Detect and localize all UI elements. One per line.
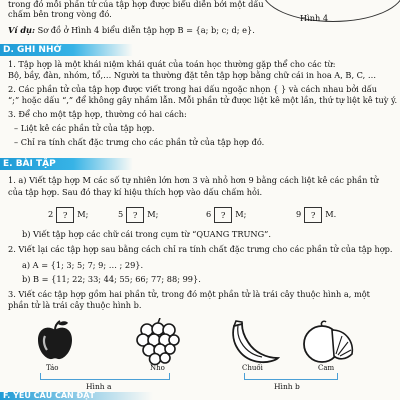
figure-caption: Hình 4 xyxy=(300,13,329,23)
note-1b: Bộ, bầy, đàn, nhóm, tổ,… Người ta thường đặt tên tập hợp bằng chữ cái in hoa A, B, C, … xyxy=(8,70,377,80)
box-set: M; xyxy=(147,209,159,219)
grapes-label: Nho xyxy=(150,364,165,372)
intro-line-1: trong đó mỗi phần tử của tập hợp được biểu diễn bởi một dấu xyxy=(8,0,264,9)
note-1: 1. Tập hợp là một khái niệm khái quát của toán học thường gặp thể cho các từ: xyxy=(8,59,336,69)
membership-box-2 xyxy=(118,207,158,223)
membership-box-3 xyxy=(206,207,246,223)
note-3: 3. Để cho một tập hợp, thường có hai cách: xyxy=(8,109,187,119)
box-number: 5 xyxy=(118,209,124,219)
example-line xyxy=(8,26,255,36)
group-b-bracket xyxy=(244,373,338,380)
answer-box[interactable]: ? xyxy=(56,207,74,223)
box-set: M. xyxy=(325,209,337,219)
membership-box-1 xyxy=(48,207,88,223)
box-number: 6 xyxy=(206,209,212,219)
answer-box[interactable]: ? xyxy=(304,207,322,223)
exercise-2: 2. Viết lại các tập hợp sau bằng cách chỉ ra tính chất đặc trưng cho các phần tử của tập hợp. xyxy=(8,244,393,254)
box-number: 2 xyxy=(48,209,54,219)
example-label: Ví dụ: xyxy=(8,25,36,35)
note-2b: “;” hoặc dấu “,” để không gây nhầm lẫn. Mỗi phần tử được liệt kê một lần, thứ tự liệt kê tuỳ ý. xyxy=(8,95,398,105)
answer-box[interactable]: ? xyxy=(126,207,144,223)
exercise-3: 3. Viết các tập hợp gồm hai phần tử, trong đó một phần tử là trái cây thuộc hình a, một xyxy=(8,289,370,299)
apple-label: Táo xyxy=(46,364,59,372)
group-b-label: Hình b xyxy=(274,382,300,391)
banana-label: Chuối xyxy=(242,364,263,372)
venn-ellipse xyxy=(262,0,400,22)
note-3b: – Chỉ ra tính chất đặc trưng cho các phần tử của tập hợp đó. xyxy=(14,137,265,147)
banana-icon xyxy=(228,318,280,366)
exercise-1a: 1. a) Viết tập hợp M các số tự nhiên lớn hơn 3 và nhỏ hơn 9 bằng cách liệt kê các phần tử xyxy=(8,175,379,185)
exercise-2a: a) A = {1; 3; 5; 7; 9; … ; 29}. xyxy=(22,260,144,270)
exercise-3b: phần tử là trái cây thuộc hình b. xyxy=(8,300,142,310)
orange-icon xyxy=(302,320,356,366)
example-text: Sơ đồ ở Hình 4 biểu diễn tập hợp B = {a; b; c; d; e}. xyxy=(35,25,255,35)
orange-label: Cam xyxy=(318,364,335,372)
note-2: 2. Các phần tử của tập hợp được viết trong hai dấu ngoặc nhọn { } và cách nhau bởi dấu xyxy=(8,84,378,94)
answer-box[interactable]: ? xyxy=(214,207,232,223)
note-3a: – Liệt kê các phần tử của tập hợp. xyxy=(14,123,155,133)
group-a-label: Hình a xyxy=(86,382,112,391)
next-section-header: F. YÊU CẦU CẦN ĐẠT xyxy=(0,392,153,400)
group-a-bracket xyxy=(40,373,170,380)
grapes-icon xyxy=(134,318,180,366)
section-d-header: D. GHI NHỚ xyxy=(0,44,133,56)
exercise-2b: b) B = {11; 22; 33; 44; 55; 66; 77; 88; 99}. xyxy=(22,274,201,284)
box-number: 9 xyxy=(296,209,302,219)
intro-line-2: chấm bên trong vòng đó. xyxy=(8,9,112,19)
apple-icon xyxy=(34,318,76,362)
exercise-1b: b) Viết tập hợp các chữ cái trong cụm từ “QUANG TRUNG”. xyxy=(22,229,271,239)
membership-box-4 xyxy=(296,207,336,223)
exercise-1a-cont: của tập hợp. Sau đó thay kí hiệu thích hợp vào dấu chấm hỏi. xyxy=(8,187,263,197)
box-set: M; xyxy=(77,209,89,219)
box-set: M; xyxy=(235,209,247,219)
section-e-header: E. BÀI TẬP xyxy=(0,158,133,170)
